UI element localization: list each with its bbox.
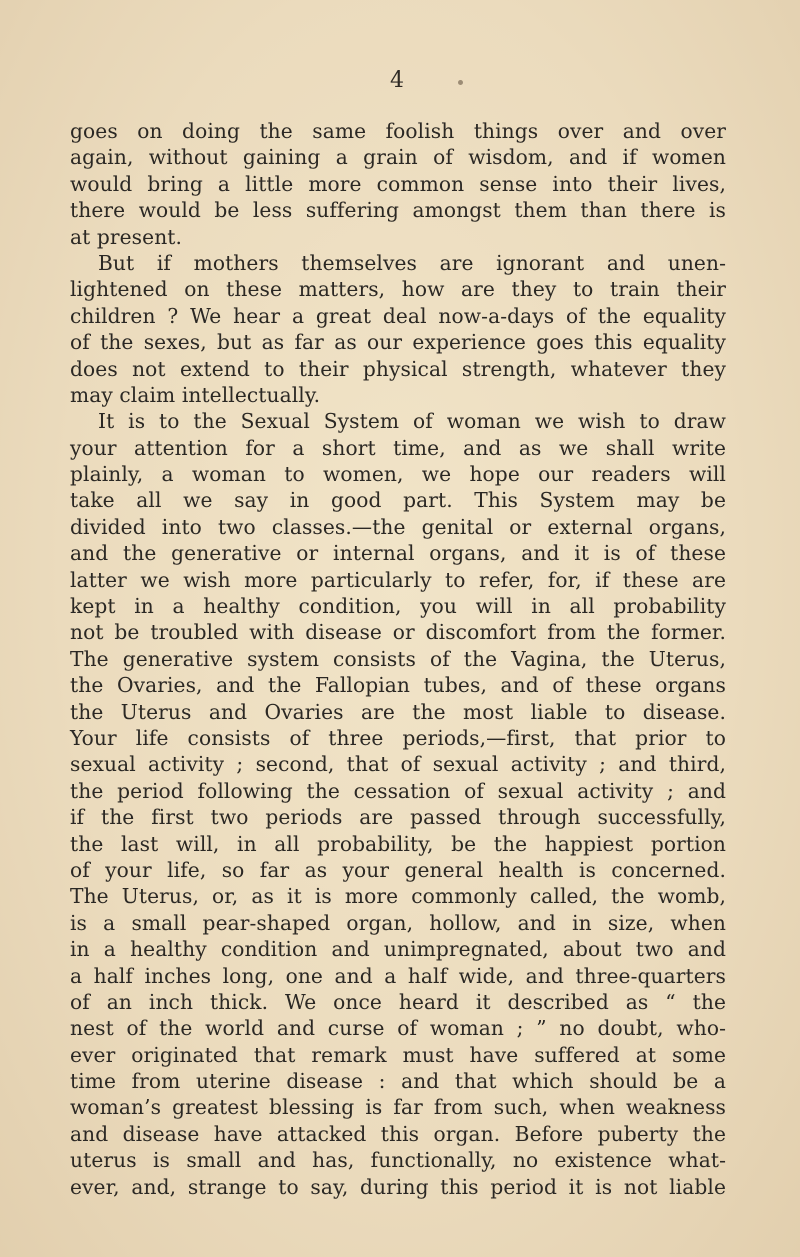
text-line: children ? We hear a great deal now-a-days of the equality (70, 303, 726, 328)
text-line: But if mothers themselves are ignorant and unen- (98, 250, 726, 275)
text-line: uterus is small and has, functionally, no existence what- (70, 1148, 726, 1173)
text-line: take all we say in good part. This System may be (70, 488, 726, 513)
text-line: divided into two classes.—the genital or external organs, (70, 514, 726, 539)
text-line: the Ovaries, and the Fallopian tubes, and of these organs (70, 673, 726, 698)
page-number-text: 4 (390, 68, 404, 93)
text-line: of an inch thick. We once heard it described as “ the (70, 989, 726, 1014)
text-line: time from uterine disease : and that which should be a (70, 1069, 726, 1094)
text-line: sexual activity ; second, that of sexual activity ; and third, (70, 752, 726, 777)
text-line: there would be less suffering amongst them than there is (70, 198, 726, 223)
text-line: Your life consists of three periods,—first, that prior to (70, 725, 726, 750)
text-line: of your life, so far as your general health is concerned. (70, 857, 726, 882)
text-line: the last will, in all probability, be the happiest portion (70, 831, 726, 856)
text-line: the Uterus and Ovaries are the most liable to disease. (70, 699, 726, 724)
text-line: ever, and, strange to say, during this period it is not liable (70, 1174, 726, 1199)
text-line: plainly, a woman to women, we hope our readers will (70, 462, 726, 487)
text-line: is a small pear-shaped organ, hollow, and in size, when (70, 910, 726, 935)
text-line: woman’s greatest blessing is far from such, when weakness (70, 1095, 726, 1120)
text-line: goes on doing the same foolish things over and over (70, 119, 726, 143)
text-line: ever originated that remark must have suffered at some (70, 1042, 726, 1067)
text-line: and the generative or internal organs, and it is of these (70, 541, 726, 566)
text-line: at present. (70, 224, 183, 249)
text-line: latter we wish more particularly to refer, for, if these are (70, 567, 726, 592)
text-line: and disease have attacked this organ. Before puberty the (70, 1121, 726, 1146)
text-line: the period following the cessation of sexual activity ; and (70, 778, 726, 803)
text-line: again, without gaining a grain of wisdom, and if women (70, 145, 726, 170)
text-line: lightened on these matters, how are they to train their (70, 277, 726, 302)
text-line: kept in a healthy condition, you will in all probability (70, 594, 726, 619)
text-line: your attention for a short time, and as we shall write (70, 435, 726, 460)
text-line: The Uterus, or, as it is more commonly called, the womb, (70, 884, 726, 909)
text-line: may claim intellectually. (70, 382, 321, 407)
body-text (70, 118, 726, 1200)
ink-blot (458, 80, 463, 85)
text-line: does not extend to their physical strength, whatever they (70, 356, 726, 381)
text-line: would bring a little more common sense into their lives, (70, 171, 726, 196)
text-line: if the first two periods are passed through successfully, (70, 805, 726, 830)
text-line: It is to the Sexual System of woman we wish to draw (98, 409, 726, 434)
text-line: not be troubled with disease or discomfort from the former. (70, 620, 726, 645)
text-line: a half inches long, one and a half wide, and three-quarters (70, 963, 726, 988)
text-line: in a healthy condition and unimpregnated, about two and (70, 937, 726, 962)
text-line: The generative system consists of the Vagina, the Uterus, (70, 646, 726, 671)
text-line: of the sexes, but as far as our experience goes this equality (70, 330, 726, 355)
text-line: nest of the world and curse of woman ; ” no doubt, who- (70, 1016, 726, 1041)
page-number (0, 68, 800, 93)
